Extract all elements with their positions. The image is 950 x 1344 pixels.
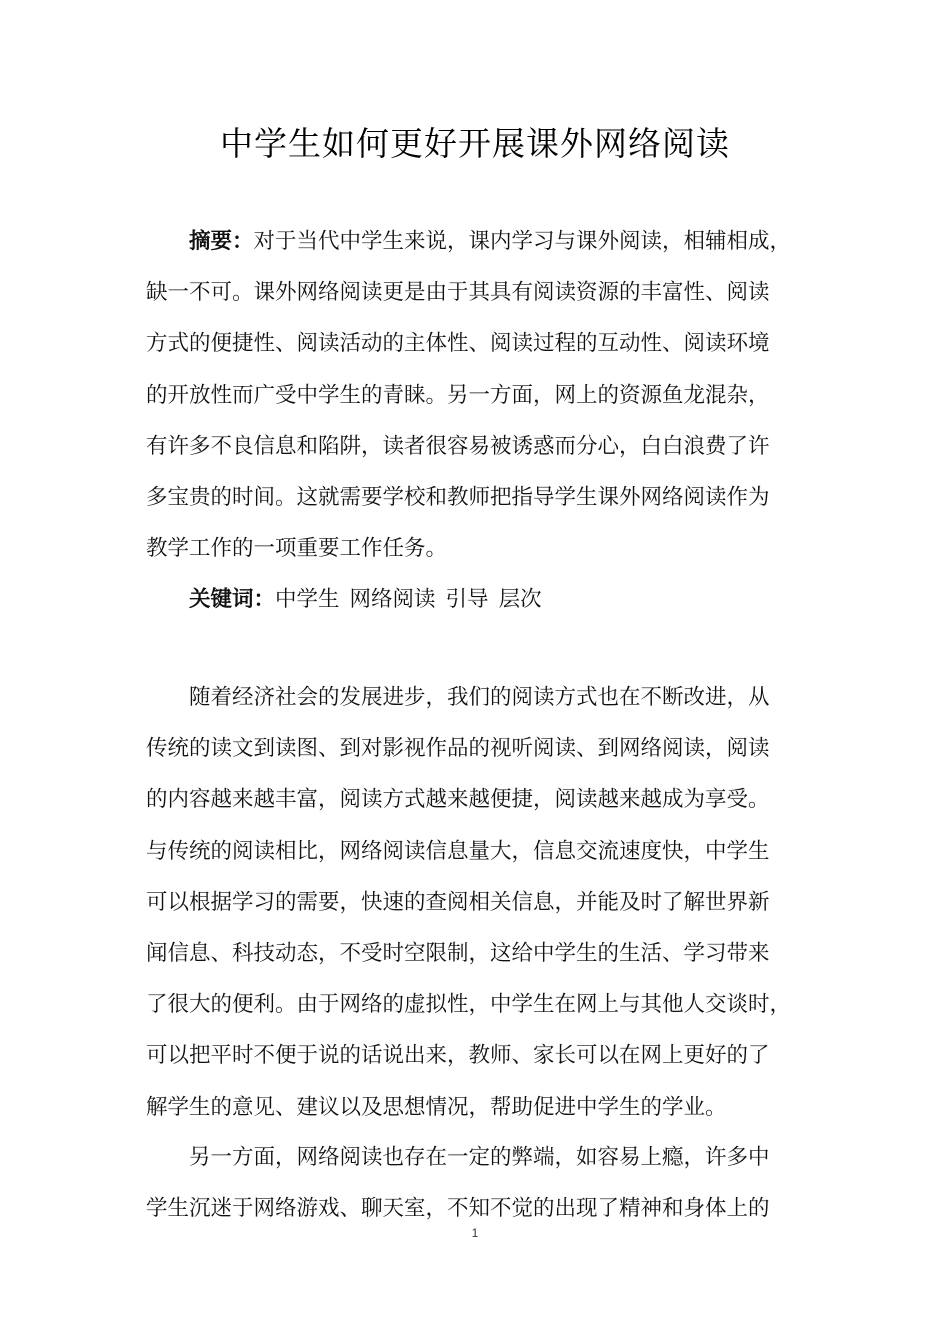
paragraph-line: 另一方面，网络阅读也存在一定的弊端，如容易上瘾，许多中 <box>189 1145 770 1170</box>
paragraph-line: 随着经济社会的发展进步，我们的阅读方式也在不断改进，从 <box>189 685 770 710</box>
abstract-line: 教学工作的一项重要工作任务。 <box>146 536 448 562</box>
keyword: 层次 <box>498 587 542 612</box>
abstract-line: 有许多不良信息和陷阱，读者很容易被诱惑而分心，白白浪费了许 <box>146 433 770 459</box>
paragraph-line: 学生沉迷于网络游戏、聊天室，不知不觉的出现了精神和身体上的 <box>146 1196 770 1222</box>
body-paragraph <box>146 1132 826 1234</box>
paragraph-line: 的内容越来越丰富，阅读方式越来越便捷，阅读越来越成为享受。 <box>146 787 770 813</box>
paragraph-line: 解学生的意见、建议以及思想情况，帮助促进中学生的学业。 <box>146 1094 727 1120</box>
keywords-line <box>146 574 826 625</box>
keyword: 中学生 <box>275 587 340 612</box>
keywords-label: 关键词： <box>189 587 276 612</box>
keywords-section <box>146 574 826 625</box>
abstract-line: 的开放性而广受中学生的青睐。另一方面，网上的资源鱼龙混杂， <box>146 382 770 408</box>
abstract-line <box>146 216 826 267</box>
paragraph-line: 可以把平时不便于说的话说出来，教师、家长可以在网上更好的了 <box>146 1043 770 1069</box>
abstract-line: 方式的便捷性、阅读活动的主体性、阅读过程的互动性、阅读环境 <box>146 331 770 357</box>
page-number: 1 <box>471 1226 479 1240</box>
keyword: 网络阅读 <box>349 587 436 612</box>
keyword: 引导 <box>445 587 489 612</box>
abstract-section <box>146 216 826 574</box>
paragraph-line: 传统的读文到读图、到对影视作品的视听阅读、到网络阅读，阅读 <box>146 736 770 762</box>
body-paragraph <box>146 672 826 1133</box>
paragraph-line: 闻信息、科技动态，不受时空限制，这给中学生的生活、学习带来 <box>146 940 770 966</box>
paragraph-line: 了很大的便利。由于网络的虚拟性，中学生在网上与其他人交谈时， <box>146 992 792 1018</box>
abstract-line: 多宝贵的时间。这就需要学校和教师把指导学生课外网络阅读作为 <box>146 484 770 510</box>
abstract-line: 缺一不可。课外网络阅读更是由于其具有阅读资源的丰富性、阅读 <box>146 280 770 306</box>
paragraph-line: 与传统的阅读相比，网络阅读信息量大，信息交流速度快，中学生 <box>146 838 770 864</box>
document-title: 中学生如何更好开展课外网络阅读 <box>220 124 730 163</box>
abstract-text: 对于当代中学生来说，课内学习与课外阅读，相辅相成， <box>253 229 792 254</box>
abstract-label: 摘要： <box>189 229 254 254</box>
paragraph-line: 可以根据学习的需要，快速的查阅相关信息，并能及时了解世界新 <box>146 889 770 915</box>
